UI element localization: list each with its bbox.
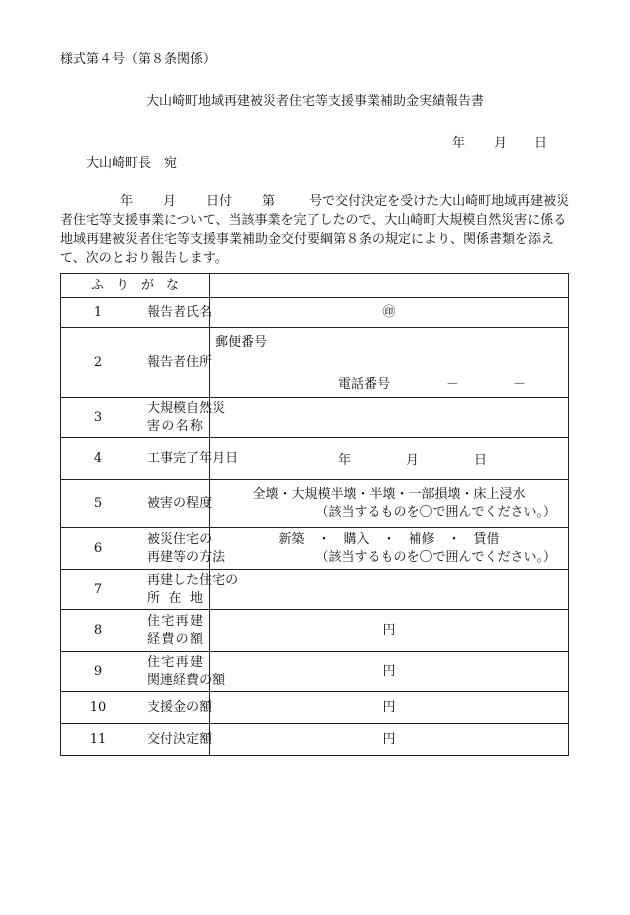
date-month: 月 [494,136,508,151]
damage-level-field[interactable] [210,480,569,528]
row-number: 8 [61,610,136,652]
completion-date-field[interactable] [210,438,569,480]
furigana-field[interactable] [210,274,569,298]
row-number: 4 [61,438,136,480]
row-rebuilt-location [61,570,569,610]
completion-month: 月 [406,453,420,468]
row-damage-level [61,480,569,528]
reporter-address-field[interactable] [210,328,569,398]
disaster-name-field[interactable] [210,398,569,438]
phone-label: 電話番号 [338,377,391,392]
row-disaster-name [61,398,569,438]
reporter-name-field[interactable] [210,298,569,328]
row-label: 住 宅 再 建 関 連 経 費 の 額 [135,652,210,692]
row-number: 9 [61,652,136,692]
postal-code-label: 郵便番号 [215,335,268,350]
row-number: 7 [61,570,136,610]
row-completion-date [61,438,569,480]
row-number: 5 [61,480,136,528]
row-support-amount [61,692,569,724]
yen-unit: 円 [382,699,396,715]
damage-options: 全壊・大規模半壊・半壊・一部損壊・床上浸水 [252,486,526,502]
row-related-cost [61,652,569,692]
report-table [60,273,569,756]
row-number: 10 [61,692,136,724]
phone-dash-1: － [446,377,460,392]
rebuilt-location-field[interactable] [210,570,569,610]
addressee: 大山崎町長 宛 [86,156,178,171]
damage-note: （該当するものを〇で囲んでください。） [315,504,556,520]
row-label: 報 告 者 氏 名 [135,298,210,328]
furigana-label: ふ り が な [61,274,210,298]
support-amount-field[interactable] [210,692,569,724]
rebuild-cost-field[interactable] [210,610,569,652]
row-label: 支 援 金 の 額 [135,692,210,724]
row-label: 大 規 模 自 然 災 害 の 名 称 [135,398,210,438]
row-number: 1 [61,298,136,328]
rebuild-note: （該当するものを〇で囲んでください。） [315,549,556,565]
date-day: 日 [534,136,548,151]
row-label: 住 宅 再 建 経 費 の 額 [135,610,210,652]
row-reporter-address [61,328,569,398]
row-furigana [61,274,569,298]
row-number: 11 [61,724,136,756]
yen-unit: 円 [382,731,396,747]
row-label: 被 災 住 宅 の 再 建 等 の 方 法 [135,528,210,570]
row-label: 工 事 完 了 年 月 日 [135,438,210,480]
row-label: 報 告 者 住 所 [135,328,210,398]
row-number: 6 [61,528,136,570]
row-rebuild-method [61,528,569,570]
row-number: 3 [61,398,136,438]
decided-amount-field[interactable] [210,724,569,756]
rebuild-method-field[interactable] [210,528,569,570]
completion-day: 日 [474,453,488,468]
phone-dash-2: － [513,377,527,392]
yen-unit: 円 [382,622,396,638]
seal-mark: ㊞ [382,304,396,320]
row-label: 被 害 の 程 度 [135,480,210,528]
row-reporter-name [61,298,569,328]
date-year: 年 [452,136,466,151]
body-paragraph: 年 月 日付 第 号で交付決定を受けた大山崎町地域再建被災者住宅等支援事業について、当該事業を完了したので、大山崎町大規模自然災害に係る地域再建被災者住宅等支援事業補助金交付要綱第８条の規定により、関係書類を添えて、次のとおり報告します。 [60,194,570,266]
document-title: 大山崎町地域再建被災者住宅等支援事業補助金実績報告書 [145,94,484,109]
row-label: 交 付 決 定 額 [135,724,210,756]
row-number: 2 [61,328,136,398]
yen-unit: 円 [382,663,396,679]
rebuild-options: 新築 ・ 購入 ・ 補修 ・ 賃借 [278,531,500,547]
form-number: 様式第４号（第８条関係） [60,52,217,67]
related-cost-field[interactable] [210,652,569,692]
row-decided-amount [61,724,569,756]
row-label: 再 建 し た 住 宅 の 所 在 地 [135,570,210,610]
row-rebuild-cost [61,610,569,652]
completion-year: 年 [338,453,352,468]
